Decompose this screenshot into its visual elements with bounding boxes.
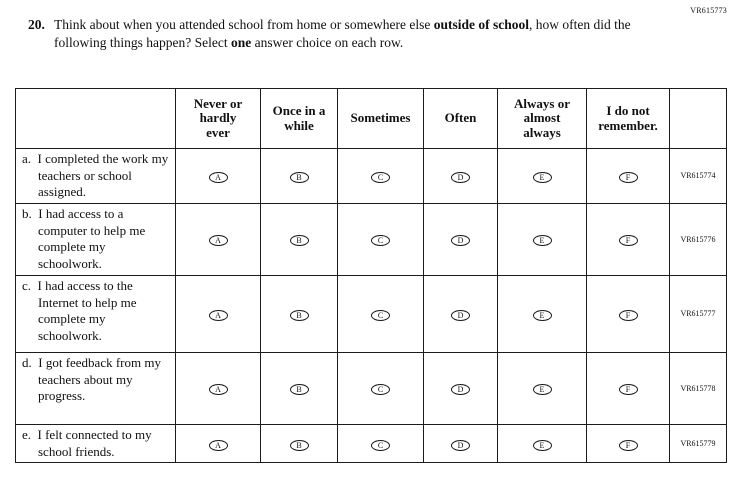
row-label: e. I felt connected to my school friends.: [16, 424, 176, 462]
question-text-bold: outside of school: [433, 17, 530, 32]
answer-bubble-b[interactable]: B: [290, 440, 309, 451]
column-header-often: [424, 89, 498, 149]
column-header-once-in-a-while: [261, 89, 338, 149]
answer-bubble-c[interactable]: C: [371, 310, 390, 321]
answer-cell: [261, 149, 338, 204]
answer-cell: [424, 275, 498, 352]
column-header-line: Often: [444, 110, 477, 126]
answer-cell: [498, 275, 587, 352]
column-header-line: hardly: [199, 110, 237, 126]
answer-cell: [261, 275, 338, 352]
column-header-line: almost: [523, 110, 561, 126]
question-number: 20.: [28, 17, 45, 32]
answer-bubble-e[interactable]: E: [533, 440, 552, 451]
answer-bubble-c[interactable]: C: [371, 172, 390, 183]
answer-cell: [587, 352, 670, 424]
answer-bubble-e[interactable]: E: [533, 384, 552, 395]
answer-cell: [424, 424, 498, 462]
question-text: [54, 16, 634, 52]
answer-cell: [498, 149, 587, 204]
answer-cell: [498, 424, 587, 462]
row-code: VR615776: [670, 203, 727, 275]
answer-bubble-b[interactable]: B: [290, 172, 309, 183]
question-text-segment: answer choice on each row.: [251, 35, 404, 51]
answer-cell: [338, 424, 424, 462]
answer-bubble-b[interactable]: B: [290, 384, 309, 395]
row-label: b. I had access to a computer to help me complete my schoolwork.: [16, 203, 176, 275]
header-empty-label-cell: [16, 89, 176, 149]
answer-bubble-f[interactable]: F: [619, 172, 638, 183]
answer-bubble-a[interactable]: A: [209, 235, 228, 246]
answer-bubble-b[interactable]: B: [290, 310, 309, 321]
answer-bubble-f[interactable]: F: [619, 440, 638, 451]
answer-bubble-a[interactable]: A: [209, 384, 228, 395]
answer-bubble-a[interactable]: A: [209, 440, 228, 451]
answer-cell: [498, 352, 587, 424]
row-label: d. I got feedback from my teachers about my progress.: [16, 352, 176, 424]
row-code: VR615777: [670, 275, 727, 352]
column-header-i-do-not-remember: [587, 89, 670, 149]
column-header-line: Always or: [514, 95, 570, 111]
question-text-segment: Think about when you attended school from home or somewhere else: [54, 17, 434, 32]
answer-cell: [338, 352, 424, 424]
answer-cell: [176, 203, 261, 275]
row-label: a. I completed the work my teachers or school assigned.: [16, 149, 176, 204]
answer-cell: [587, 149, 670, 204]
table-row-a: [16, 149, 727, 204]
column-header-always-or-almost-always: [498, 89, 587, 149]
answer-bubble-d[interactable]: D: [451, 235, 470, 246]
answer-bubble-c[interactable]: C: [371, 440, 390, 451]
answer-bubble-d[interactable]: D: [451, 440, 470, 451]
column-header-sometimes: [338, 89, 424, 149]
answer-bubble-d[interactable]: D: [451, 172, 470, 183]
row-code: VR615779: [670, 424, 727, 462]
answer-cell: [338, 203, 424, 275]
answer-cell: [587, 275, 670, 352]
header-row: [16, 89, 727, 149]
answer-cell: [498, 203, 587, 275]
answer-bubble-d[interactable]: D: [451, 384, 470, 395]
answer-bubble-f[interactable]: F: [619, 384, 638, 395]
answer-cell: [424, 203, 498, 275]
question-text-bold: one: [230, 35, 252, 51]
answer-bubble-e[interactable]: E: [533, 172, 552, 183]
answer-bubble-a[interactable]: A: [209, 172, 228, 183]
form-code: VR615773: [690, 6, 727, 15]
table-row-c: [16, 275, 727, 352]
table-row-d: [16, 352, 727, 424]
column-header-line: Sometimes: [350, 110, 411, 126]
answer-bubble-e[interactable]: E: [533, 235, 552, 246]
column-header-line: always: [523, 124, 561, 140]
answer-bubble-c[interactable]: C: [371, 384, 390, 395]
answer-cell: [338, 149, 424, 204]
header-empty-code-cell: [670, 89, 727, 149]
answer-bubble-d[interactable]: D: [451, 310, 470, 321]
answer-cell: [587, 203, 670, 275]
column-header-line: while: [284, 117, 314, 133]
answer-bubble-a[interactable]: A: [209, 310, 228, 321]
answer-bubble-c[interactable]: C: [371, 235, 390, 246]
column-header-never-or-hardly-ever: [176, 89, 261, 149]
answer-bubble-e[interactable]: E: [533, 310, 552, 321]
table-row-b: [16, 203, 727, 275]
column-header-line: Once in a: [272, 102, 326, 118]
table-body: [16, 149, 727, 463]
answer-cell: [261, 203, 338, 275]
answer-bubble-f[interactable]: F: [619, 310, 638, 321]
answer-cell: [587, 424, 670, 462]
row-code: VR615778: [670, 352, 727, 424]
answer-cell: [176, 275, 261, 352]
row-code: VR615774: [670, 149, 727, 204]
row-label: c. I had access to the Internet to help me complete my schoolwork.: [16, 275, 176, 352]
answer-cell: [424, 149, 498, 204]
column-header-line: I do not: [606, 102, 650, 118]
response-table: [15, 88, 727, 463]
answer-cell: [176, 149, 261, 204]
answer-bubble-b[interactable]: B: [290, 235, 309, 246]
answer-cell: [176, 424, 261, 462]
column-header-line: ever: [206, 124, 230, 140]
answer-bubble-f[interactable]: F: [619, 235, 638, 246]
column-header-line: remember.: [598, 117, 658, 133]
question-block: [28, 16, 634, 52]
answer-cell: [261, 424, 338, 462]
table-row-e: [16, 424, 727, 462]
question-text-segment: , how often did the following things happen? Select: [54, 17, 631, 51]
answer-cell: [261, 352, 338, 424]
answer-cell: [338, 275, 424, 352]
column-header-line: Never or: [193, 95, 243, 111]
answer-cell: [176, 352, 261, 424]
answer-cell: [424, 352, 498, 424]
